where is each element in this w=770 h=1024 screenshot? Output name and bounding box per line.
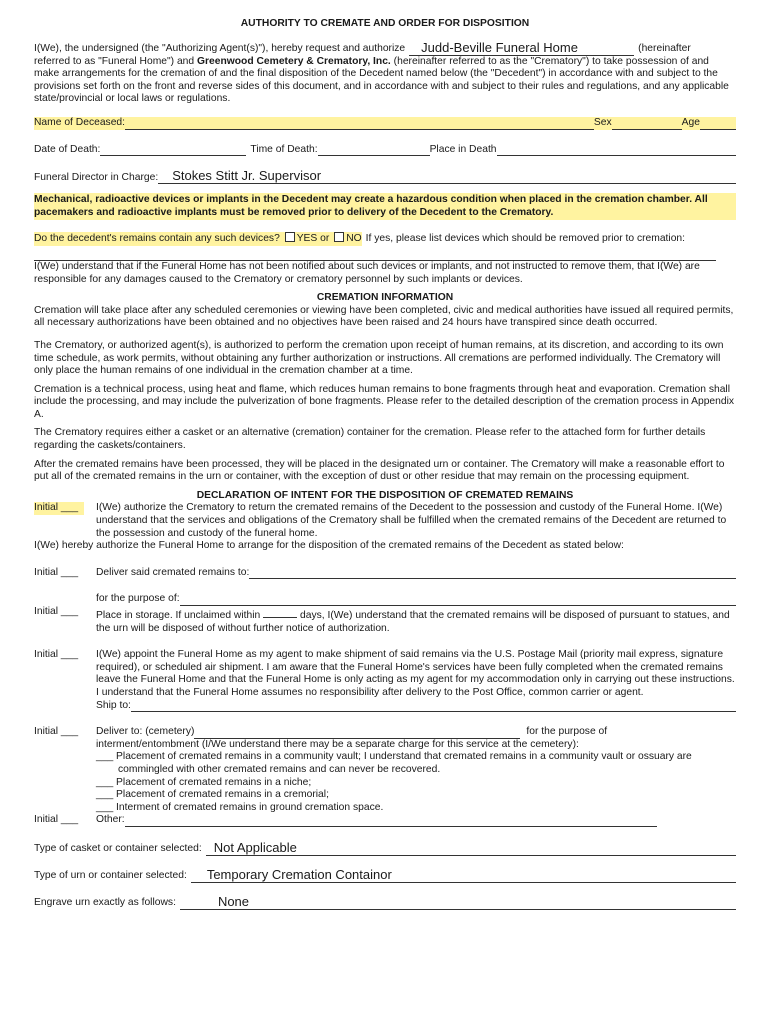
cremorial-option[interactable]: ___ Placement of cremated remains in a cremorial; [96, 789, 329, 801]
ground-option[interactable]: ___ Interment of cremated remains in ground cremation space. [96, 801, 384, 813]
cremation-p4: The Crematory requires either a casket or an alternative (cremation) container for the cremation. Please refer to the attached form for further details regarding the caskets/containers. [34, 427, 706, 452]
casket-field[interactable] [206, 841, 736, 856]
storage-entry [34, 606, 736, 635]
funeral-home-field[interactable] [409, 39, 634, 56]
cremation-info-heading: CREMATION INFORMATION [316, 292, 454, 304]
sex-field[interactable] [612, 118, 682, 130]
deliver-entry [34, 567, 736, 580]
liability-paragraph: I(We) understand that if the Funeral Home has not been notified about such devices or implants, and not instructed to remove them, that I(We) are responsible for any damages caused to the Crematory or crematory personnel by such implants or devices. [34, 260, 700, 285]
urn-row [34, 868, 736, 883]
time-label: Time of Death: [250, 143, 318, 155]
intro-hereinafter: (hereinafter [638, 43, 691, 54]
intro-text-b: (hereinafter referred to as the "Crematory") to take possession of and make arrangements for the cremation of and the final disposition of the Decedent named below (the "Decedent") in accordance with and subject to the provisions set forth on the front and reverse sides of this document, and in accordance with and subject to their rules and regulations, and any applicable state/provincial or local laws or regulations. [34, 55, 729, 105]
or-label: or [320, 233, 330, 245]
place-label: Place in Death [429, 143, 497, 155]
time-of-death-field[interactable] [318, 144, 430, 156]
cremation-p2: The Crematory, or authorized agent(s), is authorized to perform the cremation upon receipt of human remains, at its discretion, and according to its own time schedule, as work permits, without obtaining any further authorization or instructions. All cremations are performed individually. The Crematory will only place the human remains of one individual in the cremation chamber at a time. [34, 339, 724, 377]
intro-text-a: referred to as "Funeral Home") and [34, 55, 195, 67]
intro-paragraph [34, 56, 736, 106]
cemetery-note: interment/entombment (I/We understand there may be a separate charge for this service at the cemetery): [96, 738, 579, 750]
engrave-row [34, 895, 736, 910]
name-label: Name of Deceased: [34, 116, 126, 128]
vault-option[interactable]: ___ Placement of cremated remains in a community vault; I understand that cremated remains in a community vault or ossuary are commingled with other cremated remains and can never be recovered. [96, 751, 692, 775]
initial-field-1[interactable]: Initial ___ [34, 502, 84, 515]
initial-field-2[interactable]: Initial ___ [34, 566, 79, 578]
other-row [96, 814, 736, 827]
initial-field-5[interactable]: Initial ___ [34, 726, 79, 738]
purpose-label: for the purpose of: [96, 593, 180, 605]
ship-text: I(We) appoint the Funeral Home as my agent to make shipment of said remains via the U.S. Postage Mail (priority mail express, signature required), or scheduled air shipment. I am aware that the Funeral Home's services have been fully completed when the cremated remains leave the Funeral Home and that the Funeral Home is only acting as my agent for my accommodation only in carrying out these instructions. I understand that the Funeral Home assumes no responsibility after delivery to the Post Office, common carrier or agent. [96, 649, 735, 698]
declaration-heading: DECLARATION OF INTENT FOR THE DISPOSITION OF CREMATED REMAINS [196, 489, 574, 501]
devices-list-instruction: If yes, please list devices which should be removed prior to cremation: [365, 233, 686, 245]
no-checkbox[interactable] [334, 232, 344, 242]
director-row [34, 169, 736, 184]
declaration-entry-1 [34, 502, 736, 540]
yes-checkbox[interactable] [285, 232, 295, 242]
ship-to-field[interactable] [131, 700, 736, 712]
ship-to-row [96, 700, 736, 713]
director-field[interactable] [158, 169, 736, 184]
other-entry [34, 814, 736, 827]
engrave-label: Engrave urn exactly as follows: [34, 897, 176, 909]
cemetery-label: Deliver to: (cemetery) [96, 726, 195, 738]
crematory-name: Greenwood Cemetery & Crematory, Inc. [197, 55, 391, 67]
engrave-value: None [217, 893, 250, 909]
cemetery-row [96, 726, 736, 739]
cemetery-entry [34, 726, 736, 814]
sex-label: Sex [593, 116, 612, 128]
devices-question: Do the decedent's remains contain any such devices? [34, 233, 280, 245]
purpose-field[interactable] [180, 594, 736, 606]
engrave-field[interactable] [180, 895, 736, 910]
age-label: Age [681, 116, 700, 128]
other-field[interactable] [125, 815, 657, 827]
form-title: AUTHORITY TO CREMATE AND ORDER FOR DISPOSITION [240, 18, 530, 29]
intro-text: I(We), the undersigned (the "Authorizing Agent(s)"), hereby request and authorize [34, 43, 406, 54]
purpose-entry [34, 593, 736, 606]
ship-body [96, 649, 736, 712]
urn-label: Type of urn or container selected: [34, 870, 187, 882]
declaration-p2: I(We) hereby authorize the Funeral Home to arrange for the disposition of the cremated remains of the Decedent as stated below: [34, 540, 624, 552]
casket-value: Not Applicable [213, 839, 297, 855]
devices-list-field[interactable] [34, 249, 716, 261]
funeral-home-value: Judd-Beville Funeral Home [421, 39, 578, 55]
death-info-row [34, 144, 736, 157]
place-of-death-field[interactable] [497, 144, 736, 156]
casket-label: Type of casket or container selected: [34, 843, 202, 855]
implant-warning: Mechanical, radioactive devices or implants in the Decedent may create a hazardous condition when placed in the cremation chamber. All pacemakers and radioactive implants must be removed prior to delivery of the Decedent to the Crematory. [34, 193, 736, 220]
urn-field[interactable] [191, 868, 736, 883]
cemetery-body [96, 726, 736, 814]
casket-row [34, 841, 736, 856]
devices-list-row [34, 249, 736, 261]
initial-field-4[interactable]: Initial ___ [34, 649, 79, 661]
niche-option[interactable]: ___ Placement of cremated remains in a niche; [96, 776, 312, 788]
director-label: Funeral Director in Charge: [34, 171, 159, 183]
date-of-death-field[interactable] [100, 144, 246, 156]
ship-to-label: Ship to: [96, 699, 131, 711]
director-value: Stokes Stitt Jr. Supervisor [172, 168, 322, 184]
name-of-deceased-field[interactable] [125, 118, 594, 130]
initial-field-3[interactable]: Initial ___ [34, 606, 79, 617]
deliver-label: Deliver said cremated remains to: [96, 566, 250, 578]
cemetery-purpose-label: for the purpose of [526, 726, 608, 738]
deliver-row [96, 567, 736, 580]
urn-value: Temporary Cremation Containor [206, 866, 392, 882]
intro-line-1 [34, 39, 736, 56]
age-field[interactable] [700, 118, 736, 130]
cremation-p1: Cremation will take place after any scheduled ceremonies or viewing have been completed, civic and medical authorities have issued all required permits, all necessary authorizations have been obtained and no objectives have been raised and 24 hours have transpired since death occurred. [34, 304, 734, 329]
storage-days-field[interactable] [263, 606, 297, 618]
yes-label: YES [296, 233, 318, 245]
devices-question-highlight [34, 232, 362, 246]
storage-text-a: Place in storage. If unclaimed within [96, 610, 261, 621]
initial-field-6[interactable]: Initial ___ [34, 814, 79, 826]
deceased-info-row [34, 117, 736, 130]
date-label: Date of Death: [34, 143, 101, 155]
other-label: Other: [96, 814, 125, 826]
cremation-p5: After the cremated remains have been processed, they will be placed in the designated urn or container. The Crematory will make a reasonable effort to put all of the cremated remains in the urn or container, with the exception of dust or other residue that may remain on the processing equipment. [34, 458, 725, 483]
ship-entry [34, 649, 736, 712]
cremation-p3: Cremation is a technical process, using heat and flame, which reduces human remains to bone fragments through heat and evaporation. Cremation shall include the processing, and may include the pulverization of bone fragments. Please refer to the detailed description of the cremation process in Appendix A. [34, 383, 735, 420]
purpose-row [96, 593, 736, 606]
declaration-p1: I(We) authorize the Crematory to return the cremated remains of the Decedent to the possession and custody of the Funeral Home. I(We) understand that the services and obligations of the Crematory shall be fulfilled when the cremated remains of the Decedent are returned to the possession and custody of the funeral home. [96, 502, 727, 539]
storage-text-b: days, I(We) understand that the cremated remains will be disposed of pursuant to statues, and the urn will be disposed of without further notice of authorization. [96, 610, 730, 634]
deliver-to-field[interactable] [249, 567, 736, 579]
cemetery-field[interactable] [194, 727, 520, 739]
devices-question-row [34, 232, 736, 246]
storage-text [96, 606, 736, 635]
no-label: NO [346, 233, 362, 245]
